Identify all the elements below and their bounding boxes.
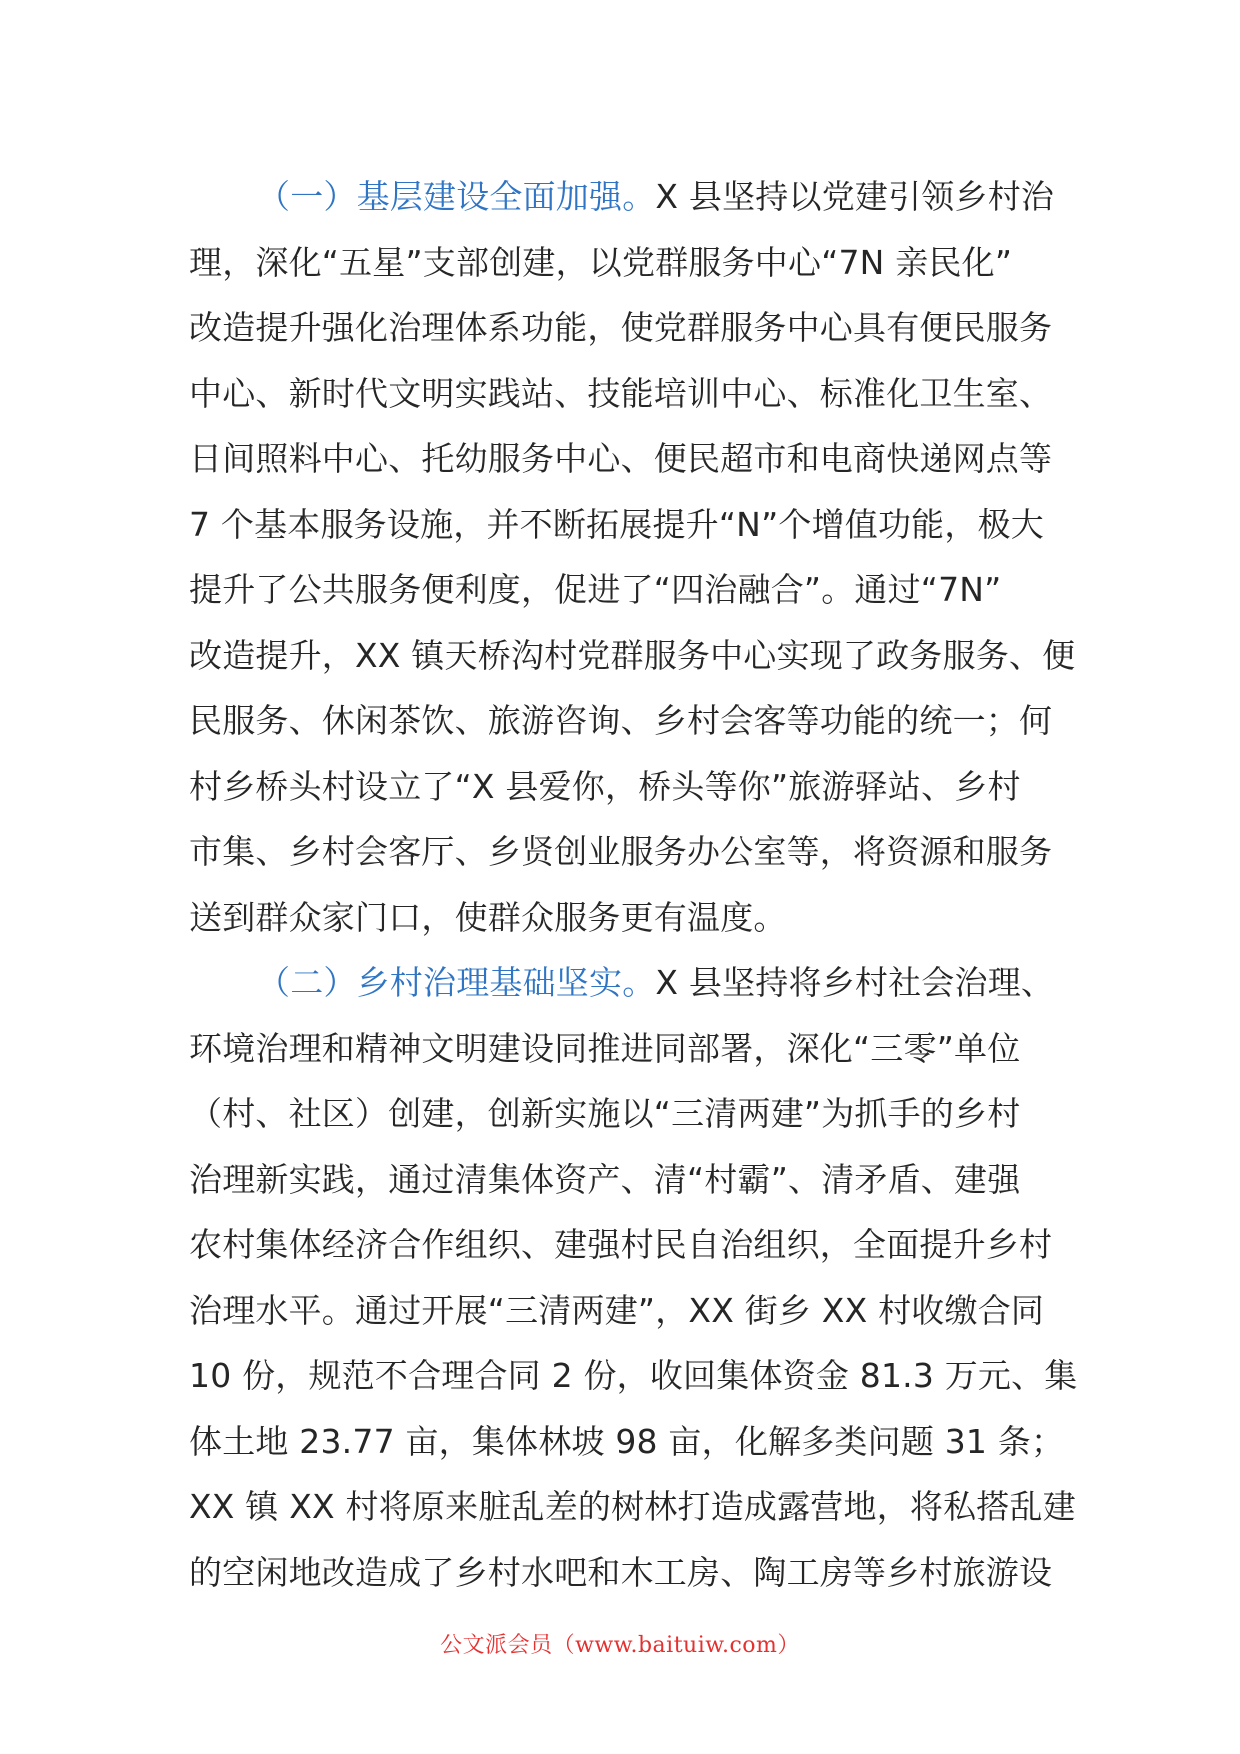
text-line: 7 个基本服务设施，并不断拓展提升“N”个增值功能，极大 bbox=[189, 504, 1044, 544]
paragraph-rural-governance bbox=[189, 950, 1078, 1605]
text-line: 市集、乡村会客厅、乡贤创业服务办公室等，将资源和服务 bbox=[189, 832, 1053, 871]
text-line: 农村集体经济合作组织、建强村民自治组织，全面提升乡村 bbox=[189, 1225, 1053, 1264]
text-line: 环境治理和精神文明建设同推进同部署，深化“三零”单位 bbox=[189, 1028, 1021, 1068]
text-line: X 县坚持将乡村社会治理、 bbox=[655, 963, 1055, 1002]
article-body bbox=[189, 164, 1078, 1605]
text-line: 治理新实践，通过清集体资产、清“村霸”、清矛盾、建强 bbox=[189, 1159, 1021, 1199]
text-line: 提升了公共服务便利度，促进了“四治融合”。通过“7N” bbox=[189, 570, 1002, 609]
text-line: 治理水平。通过开展“三清两建”，XX 街乡 XX 村收缴合同 bbox=[189, 1290, 1045, 1330]
text-line: 改造提升强化治理体系功能，使党群服务中心具有便民服务 bbox=[189, 308, 1053, 347]
text-line: 中心、新时代文明实践站、技能培训中心、标准化卫生室、 bbox=[189, 373, 1053, 413]
text-line: 改造提升，XX 镇天桥沟村党群服务中心实现了政务服务、便 bbox=[189, 635, 1076, 675]
text-line: 村乡桥头村设立了“X 县爱你，桥头等你”旅游驿站、乡村 bbox=[189, 766, 1021, 806]
paragraph-first-line bbox=[189, 950, 1059, 1016]
text-line: 体土地 23.77 亩，集体林坡 98 亩，化解多类问题 31 条； bbox=[189, 1421, 1065, 1461]
text-line: 10 份，规范不合理合同 2 份，收回集体资金 81.3 万元、集 bbox=[189, 1356, 1078, 1395]
footer-watermark-link[interactable]: 公文派会员（www.baituiw.com） bbox=[440, 1633, 800, 1658]
text-line: 理，深化“五星”支部创建，以党群服务中心“7N 亲民化” bbox=[189, 242, 1013, 282]
text-line: 送到群众家门口，使群众服务更有温度。 bbox=[189, 897, 787, 937]
text-line: （村、社区）创建，创新实施以“三清两建”为抓手的乡村 bbox=[189, 1094, 1021, 1133]
text-line: XX 镇 XX 村将原来脏乱差的树林打造成露营地，将私搭乱建 bbox=[189, 1487, 1076, 1526]
text-line: 日间照料中心、托幼服务中心、便民超市和电商快递网点等 bbox=[189, 439, 1053, 478]
section-heading: （二）乡村治理基础坚实。 bbox=[257, 963, 656, 1002]
section-heading: （一）基层建设全面加强。 bbox=[257, 177, 656, 216]
text-line: 的空闲地改造成了乡村水吧和木工房、陶工房等乡村旅游设 bbox=[189, 1552, 1053, 1592]
text-line: X 县坚持以党建引领乡村治 bbox=[655, 177, 1055, 216]
paragraph-grassroots-construction bbox=[189, 164, 1076, 950]
text-line: 民服务、休闲茶饮、旅游咨询、乡村会客等功能的统一；何 bbox=[189, 701, 1053, 740]
paragraph-first-line bbox=[189, 164, 1059, 230]
